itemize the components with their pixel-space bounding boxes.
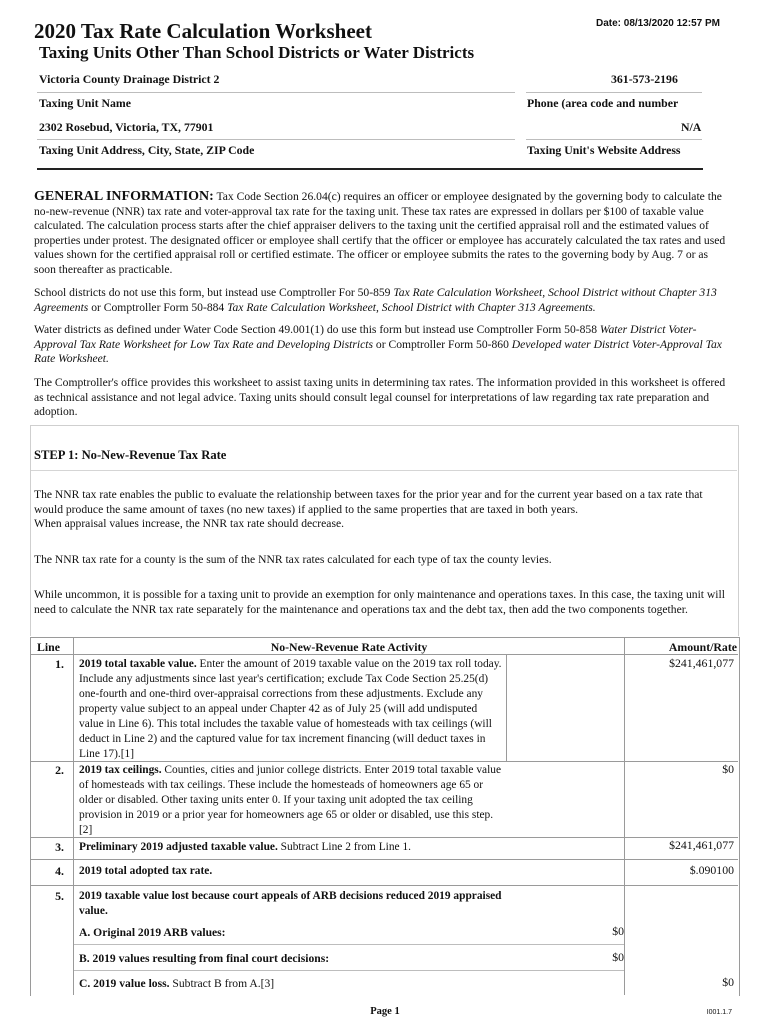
taxing-unit-phone[interactable]: 361-573-2196 (611, 72, 678, 86)
step1-paragraph-2 (34, 553, 730, 568)
line-number-2: 2. (55, 763, 64, 777)
nnr-explanation: The NNR tax rate enables the public to evaluate the relationship between taxes for the prior year and for the current year based on a tax rate that would produce the same amount of taxes (no new taxes) if applied to the same properties that are taxed in both years. (34, 488, 703, 516)
line-3-amount[interactable]: $241,461,077 (669, 838, 734, 852)
water-note-text: Water districts as defined under Water Code Section 49.001(1) do use this form but instead use Comptroller Form 50-858 (34, 323, 600, 336)
general-heading: GENERAL INFORMATION: (34, 189, 214, 204)
line-number-4: 4. (55, 864, 64, 878)
line-5a-label: A. Original 2019 ARB values: (79, 926, 226, 939)
step1-paragraph-3 (34, 588, 730, 617)
line-2-amount[interactable]: $0 (722, 762, 734, 776)
line-2-title: 2019 tax ceilings. (79, 764, 162, 776)
form-code: I001.1.7 (706, 1009, 732, 1016)
line-3-title: Preliminary 2019 adjusted taxable value. (79, 841, 278, 853)
school-form-50-859: Tax Rate Calculation Worksheet, School District without Chapter 313 Agreements (34, 286, 717, 314)
header-rule (37, 168, 703, 170)
taxing-unit-name-label: Taxing Unit Name (39, 96, 131, 110)
water-districts-note (34, 323, 730, 367)
address-label: Taxing Unit Address, City, State, ZIP Code (39, 143, 255, 157)
comptroller-note (34, 376, 730, 420)
water-form-50-860: Developed water District Voter-Approval Tax Rate Worksheet. (34, 337, 722, 366)
comptroller-text: The Comptroller's office provides this worksheet to assist taxing units in determining tax rates. The information provided in this worksheet is offered as technical assistance and not legal advice. Taxing units should consult legal counsel for interpretations of law regarding tax rate preparation and adoption. (34, 376, 726, 419)
line-5-title: 2019 taxable value lost because court appeals of ARB decisions reduced 2019 appraised value. (79, 890, 502, 917)
line-4-amount[interactable]: $.090100 (689, 863, 734, 877)
page-number: Page 1 (370, 1006, 400, 1017)
column-header-activity: No-New-Revenue Rate Activity (270, 640, 428, 654)
line-5a-amount[interactable]: $0 (612, 924, 624, 938)
line-1-title: 2019 total taxable value. (79, 658, 197, 670)
line-1-activity (79, 657, 503, 762)
line-3-text: Subtract Line 2 from Line 1. (277, 841, 411, 853)
line-5b-label: B. 2019 values resulting from final court decisions: (79, 952, 330, 965)
form-title: 2020 Tax Rate Calculation Worksheet (34, 19, 372, 43)
line-5c-label: C. 2019 value loss. (79, 977, 170, 990)
website-label: Taxing Unit's Website Address (527, 143, 681, 157)
general-text: Tax Code Section 26.04(c) requires an officer or employee designated by the governing body to calculate the no-new-revenue (NNR) tax rate and voter-approval tax rate for the taxing unit. These tax rates are expressed in dollars per $100 of taxable value calculated. The calculation process starts after the chief appraiser delivers to the taxing unit the certified appraisal roll and the estimated values of properties under protest. The designated officer or employee shall certify that the officer or employee has accurately calculated the tax rates and used values shown for the certified appraisal roll or certified estimate. The officer or employee submits the rates to the governing body by Aug. 7 or as soon thereafter as practicable. (34, 190, 726, 276)
line-3-activity (79, 840, 609, 855)
taxing-unit-website[interactable]: N/A (681, 120, 702, 134)
exemption-note: While uncommon, it is possible for a taxing unit to provide an exemption for only maintenance and operations taxes. In this case, the taxing unit will need to calculate the NNR tax rate separately for the maintenance and operations tax and the debt tax, then add the two components together. (34, 588, 725, 616)
school-note-text-2: or Comptroller Form 50-884 (88, 300, 228, 314)
column-header-amount: Amount/Rate (668, 640, 737, 654)
line-number-3: 3. (55, 840, 64, 854)
general-information (34, 190, 730, 278)
step1-heading: STEP 1: No-New-Revenue Tax Rate (34, 448, 227, 462)
line-2-activity (79, 763, 503, 838)
line-5c-activity (79, 977, 274, 990)
line-2-text: Counties, cities and junior college districts. Enter 2019 total taxable value of homesteads with tax ceilings. These include the homesteads of homeowners age 65 or older or disabled. Other taxing units enter 0. If your taxing unit adopted the tax ceiling provision in 2019 or a prior year for homeowners age 65 or older or disabled, use this step.[2] (79, 764, 501, 836)
line-5c-text: Subtract B from A.[3] (169, 977, 275, 990)
school-form-50-884: Tax Rate Calculation Worksheet, School District with Chapter 313 Agreements. (227, 300, 596, 314)
line-1-text: Enter the amount of 2019 taxable value on the 2019 tax roll today. Include any adjustments since last year's certification; exclude Tax Code Section 25.25(d) one-fourth and one-third over-appraisal corrections from these adjustments. Exclude any property value subject to an appeal under Chapter 42 as of July 25 (will add undisputed value in Line 6). This total includes the taxable value of homesteads with tax ceilings (will deduct in Line 2) and the captured value for tax increment financing (will deduct taxes in Line 17).[1] (79, 658, 502, 760)
water-note-text-2: or Comptroller Form 50-860 (373, 337, 512, 351)
column-header-line: Line (37, 640, 60, 654)
form-subtitle: Taxing Units Other Than School Districts or Water Districts (39, 43, 475, 62)
line-4-title: 2019 total adopted tax rate. (79, 865, 213, 877)
line-1-amount[interactable]: $241,461,077 (669, 656, 734, 670)
water-form-50-858: Water District Voter-Approval Tax Rate Worksheet for Low Tax Rate and Developing Districts (34, 323, 697, 351)
school-districts-note (34, 286, 730, 315)
line-5c-amount[interactable]: $0 (722, 975, 734, 989)
form-date: Date: 08/13/2020 12:57 PM (596, 18, 720, 29)
line-5b-amount[interactable]: $0 (612, 950, 624, 964)
taxing-unit-name[interactable]: Victoria County Drainage District 2 (39, 72, 220, 86)
taxing-unit-address[interactable]: 2302 Rosebud, Victoria, TX, 77901 (39, 120, 214, 134)
step1-paragraph-1 (34, 488, 730, 532)
school-note-text: School districts do not use this form, but instead use Comptroller For 50-859 (34, 286, 394, 299)
phone-label: Phone (area code and number (527, 96, 679, 110)
county-nnr-note: The NNR tax rate for a county is the sum of the NNR tax rates calculated for each type of tax the county levies. (34, 553, 552, 566)
line-number-5: 5. (55, 889, 64, 903)
nnr-explanation-2: When appraisal values increase, the NNR tax rate should decrease. (34, 517, 345, 531)
line-number-1: 1. (55, 657, 64, 671)
